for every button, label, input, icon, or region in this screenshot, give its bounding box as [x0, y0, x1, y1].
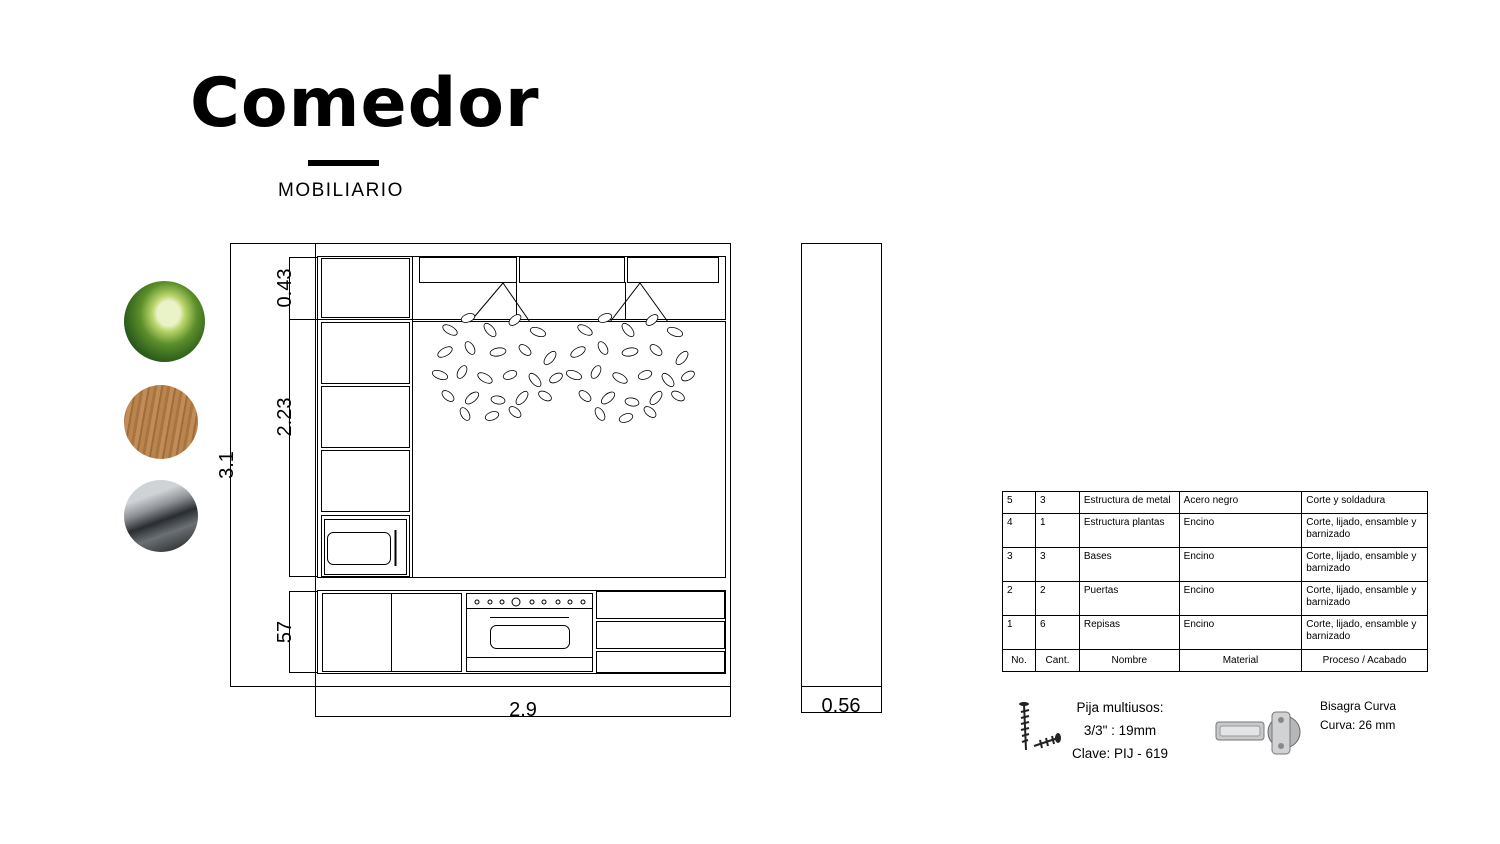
dim-upper-height: 0.43	[274, 268, 296, 308]
bill-of-materials-table	[1002, 491, 1428, 672]
table-row: 2 2 Puertas Encino Corte, lijado, ensamble y barnizado	[1003, 582, 1428, 616]
dim-lower-height: 57	[274, 620, 296, 644]
screw-icon	[1014, 700, 1062, 756]
dim-depth: 0.56	[821, 695, 861, 717]
table-row: 1 6 Repisas Encino Corte, lijado, ensamble y barnizado	[1003, 616, 1428, 650]
page-title: Comedor	[190, 64, 540, 143]
table-row: 3 3 Bases Encino Corte, lijado, ensamble y barnizado	[1003, 548, 1428, 582]
hinge-icon	[1214, 708, 1304, 758]
table-header-row: No. Cant. Nombre Material Proceso / Acabado	[1003, 650, 1428, 672]
dim-total-height: 3.1	[216, 451, 238, 479]
dim-middle-height: 2.23	[274, 397, 296, 437]
side-shelving	[318, 320, 413, 578]
oven	[467, 594, 593, 672]
hanging-plant-right	[565, 312, 696, 424]
dim-width: 2.9	[509, 699, 537, 721]
page-subtitle: MOBILIARIO	[278, 180, 404, 201]
hanging-plant-left	[431, 312, 564, 422]
hinge-spec: Bisagra Curva Curva: 26 mm	[1320, 699, 1397, 732]
lower-cabinet	[318, 591, 726, 674]
table-row: 4 1 Estructura plantas Encino Corte, lijado, ensamble y barnizado	[1003, 514, 1428, 548]
table-row: 5 3 Estructura de metal Acero negro Corte y soldadura	[1003, 492, 1428, 514]
side-elevation	[802, 244, 882, 687]
screw-spec: Pija multiusos: 3/3" : 19mm Clave: PIJ - 619	[1072, 700, 1169, 761]
